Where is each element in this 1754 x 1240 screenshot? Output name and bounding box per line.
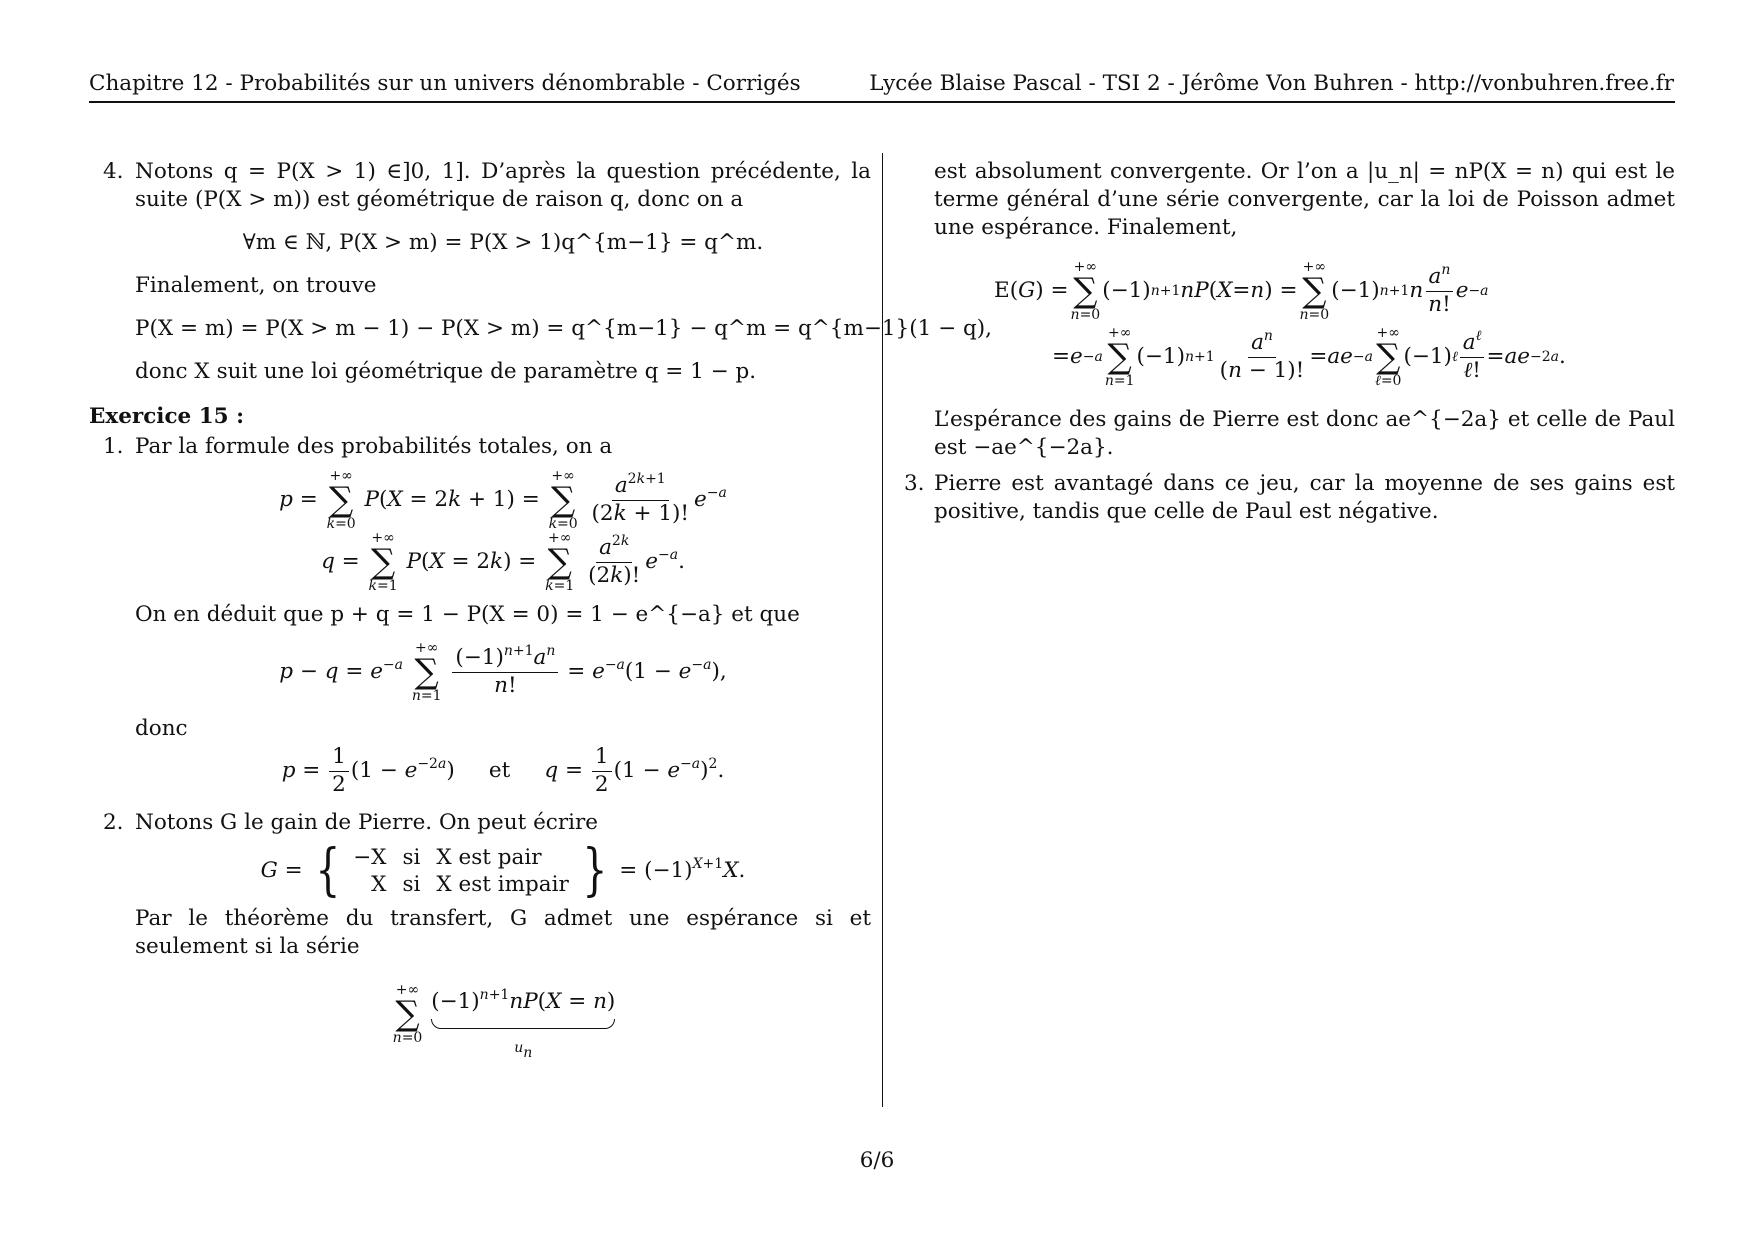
expectation-line-2: = e −a +∞ ∑ n=1 (−1) n+1 $a^n$ (n − 1)! = ae −a +∞ ∑ ℓ=0 (−1) ℓ $a^\ell$ ℓ! = ae −2a .	[1052, 325, 1566, 389]
case-2-value: X	[371, 872, 387, 898]
case-1-value: −X	[353, 845, 387, 871]
q2-gain-definition: G = { −X si X est pair X si X est impair } = $(-1)^{X+1}X$.	[260, 838, 746, 904]
q2-series: +∞ ∑ n=0 $(-1)^{n+1}nP(X = n)$ $u_n$	[392, 982, 616, 1062]
convergence-text: est absolument convergente. Or l’on a |u_n| = nP(X = n) qui est le terme général d’une série convergente, car la loi de Poisson admet une espérance. Finalement,	[934, 159, 1675, 240]
page-number: 6/6	[859, 1148, 895, 1173]
header-rule	[89, 101, 1675, 103]
question-1	[89, 433, 871, 461]
header-left: Chapitre 12 - Probabilités sur un univers dénombrable - Corrigés	[89, 71, 801, 96]
question-4-text: Notons q = P(X > 1) ∈]0, 1]. D’après la question précédente, la suite (P(X > m)) est géométrique de raison q, donc on a	[135, 159, 871, 212]
question-3-number: 3.	[904, 471, 925, 496]
q4-equation-2: P(X = m) = P(X > m − 1) − P(X > m) = q^{m−1} − q^m = q^{m−1}(1 − q),	[135, 316, 992, 341]
case-2-si: si	[402, 872, 421, 898]
left-column	[89, 158, 992, 1077]
expectation-derivation	[910, 260, 1675, 388]
q1-donc: donc	[135, 716, 188, 741]
et-word: et	[488, 758, 511, 784]
question-3	[904, 470, 1675, 526]
q2-transfert: Par le théorème du transfert, G admet une espérance si et seulement si la série	[135, 906, 871, 960]
case-1-condition: X est pair	[436, 845, 542, 871]
case-2-condition: X est impair	[436, 872, 569, 898]
expectation-conclusion: L’espérance des gains de Pierre est donc ae^{−2a} et celle de Paul est −ae^{−2a}.	[934, 407, 1675, 460]
column-divider	[882, 153, 883, 1107]
q1-result-equation: p = $\frac{1}{2}$ $(1 - e^{-2a})$ et q = $\frac{1}{2}$ $(1 - e^{-a})^2$.	[281, 744, 725, 797]
case-1-si: si	[402, 845, 421, 871]
q1-difference-equation: $p - q = e^{-a}$ +∞ ∑ n=1 $\frac{(-1)^{n+1}a^n}{n!}$ = $e^{-a}(1 - e^{-a})$,	[279, 640, 727, 704]
q1-p-equation: p = +∞ ∑ k=0 P(X = 2k + 1) = +∞ ∑ k=0 $\frac{a^{2k+1}}{(2k + 1)!}$ $e^{-a}$	[279, 468, 727, 532]
question-3-text: Pierre est avantagé dans ce jeu, car la moyenne de ses gains est positive, tandis que celle de Paul est négative.	[934, 471, 1675, 524]
question-2-text: Notons G le gain de Pierre. On peut écrire	[135, 810, 599, 836]
question-4-number: 4.	[103, 159, 124, 184]
q4-finalement: Finalement, on trouve	[135, 273, 377, 298]
exercise-15-title: Exercice 15 :	[89, 404, 245, 429]
question-2	[89, 809, 871, 837]
q4-conclusion: donc X suit une loi géométrique de paramètre q = 1 − p.	[135, 359, 757, 384]
question-1-number: 1.	[103, 434, 124, 459]
question-4	[89, 158, 871, 214]
right-column	[904, 158, 1675, 526]
header-right: Lycée Blaise Pascal - TSI 2 - Jérôme Von Buhren - http://vonbuhren.free.fr	[869, 71, 1674, 96]
q1-q-equation: q = +∞ ∑ k=1 P(X = 2k) = +∞ ∑ k=1 $\frac{a^{2k}}{(2k)!}$ $e^{-a}$.	[321, 530, 685, 594]
q4-equation-1: ∀m ∈ ℕ, P(X > m) = P(X > 1)q^{m−1} = q^m.	[242, 230, 764, 255]
question-2-number: 2.	[103, 810, 124, 836]
question-1-text: Par la formule des probabilités totales, on a	[135, 434, 613, 459]
expectation-line-1: E( G ) = +∞ ∑ n=0 (−1) n+1 nP ( X = n ) = +∞ ∑ n=0 (−1) n+1 n $a^n$ n! e −a	[994, 259, 1489, 323]
q1-deduction: On en déduit que p + q = 1 − P(X = 0) = 1 − e^{−a} et que	[135, 602, 800, 627]
